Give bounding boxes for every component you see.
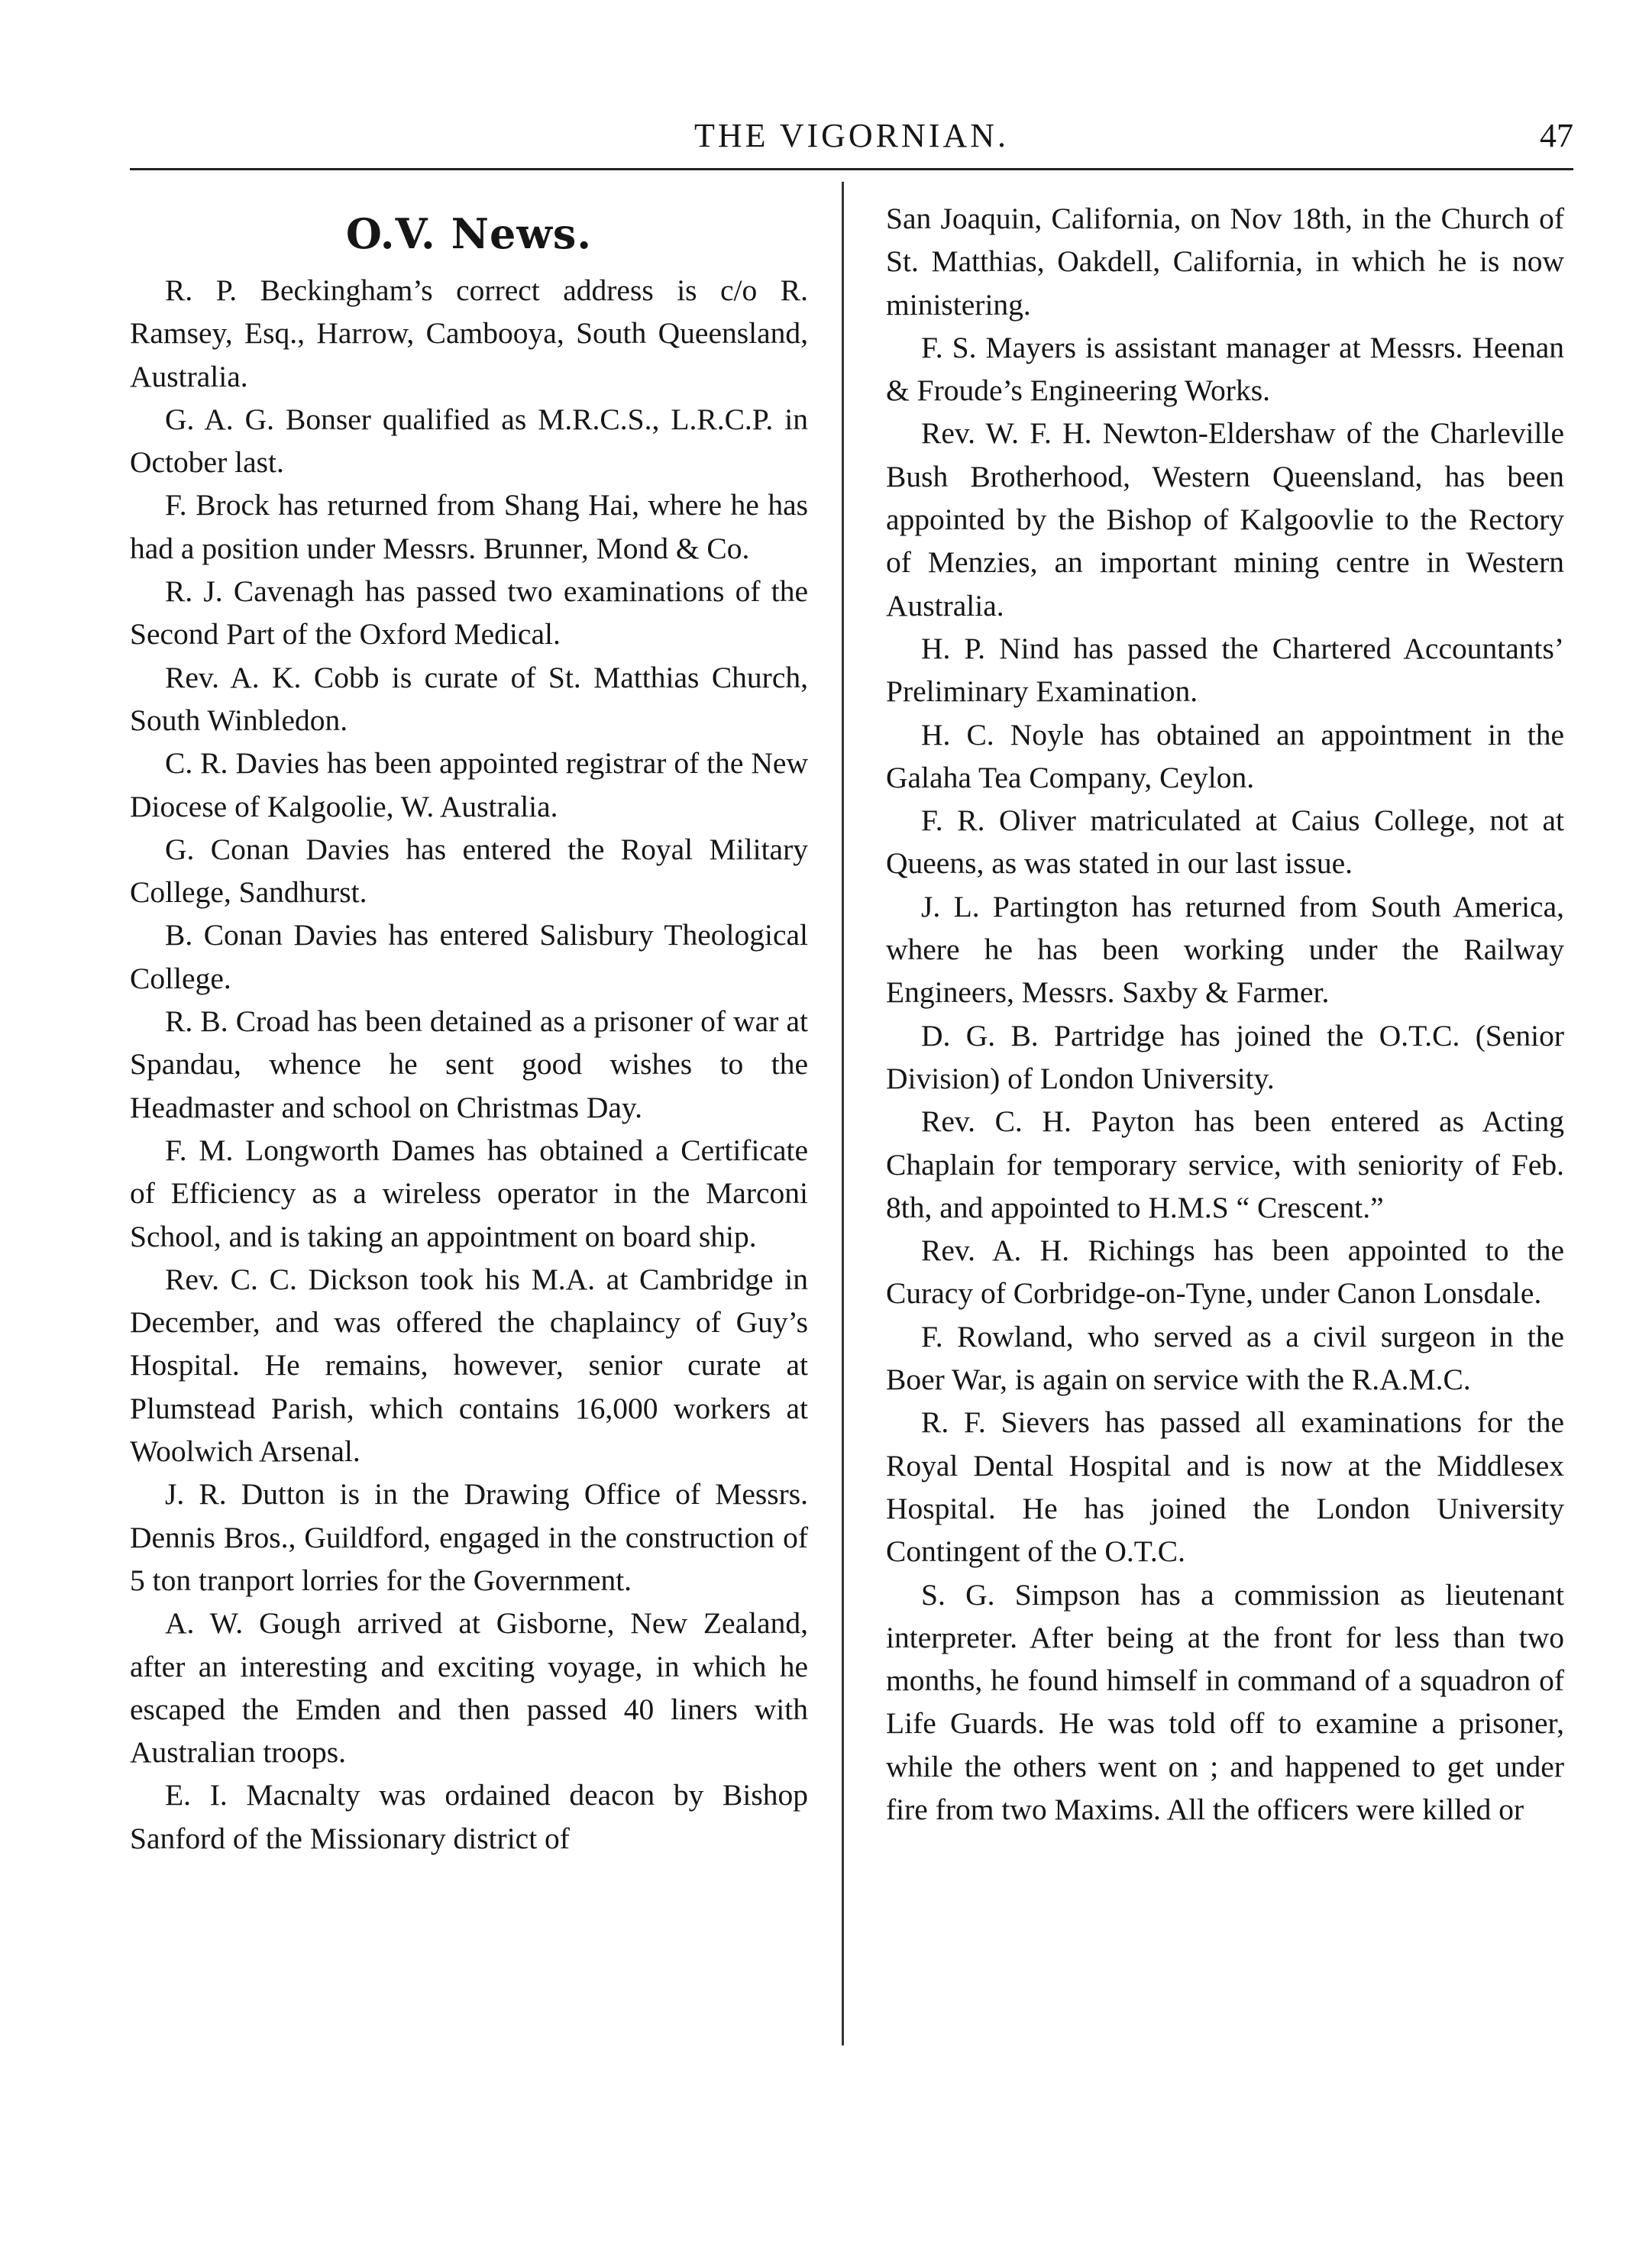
news-item: Rev. C. C. Dickson took his M.A. at Cambridge in December, and was offered the chaplaincy of Guy’s Hospital. He remains, however, senior curate at Plumstead Parish, which contains 16,000 workers at Woolwich Arsenal. — [130, 1262, 808, 1469]
news-item: F. S. Mayers is assistant manager at Messrs. Heenan & Froude’s Engineering Works. — [886, 330, 1564, 408]
news-item: Rev. A. K. Cobb is curate of St. Matthias Church, South Winbledon. — [130, 660, 808, 737]
news-item: H. C. Noyle has obtained an appointment in the Galaha Tea Company, Ceylon. — [886, 717, 1564, 794]
news-item: C. R. Davies has been appointed registrar of the New Diocese of Kalgoolie, W. Australia. — [130, 746, 808, 823]
news-item: E. I. Macnalty was ordained deacon by Bishop Sanford of the Missionary district of — [130, 1778, 808, 1855]
news-item: S. G. Simpson has a commission as lieutenant interpreter. After being at the front for less than two months, he found himself in command of a squadron of Life Guards. He was told off to examine a prisoner, while the others went on ; and happened to get under fire from two Maxims. All the officers were killed or — [886, 1577, 1564, 1826]
news-item: Rev. A. H. Richings has been appointed to the Curacy of Corbridge-on-Tyne, under Canon Lonsdale. — [886, 1234, 1564, 1311]
news-item: B. Conan Davies has entered Salisbury Theological College. — [130, 918, 808, 995]
running-title: THE VIGORNIAN. — [693, 117, 1010, 154]
news-item: Rev. C. H. Payton has been entered as Acting Chaplain for temporary service, with seniority of Feb. 8th, and appointed to H.M.S “ Crescent.” — [886, 1104, 1564, 1224]
right-column — [886, 197, 1564, 1831]
news-item: R. J. Cavenagh has passed two examinations of the Second Part of the Oxford Medical. — [130, 574, 808, 652]
column-divider — [842, 182, 844, 2045]
page-number: 47 — [1540, 117, 1573, 154]
news-item: J. R. Dutton is in the Drawing Office of Messrs. Dennis Bros., Guildford, engaged in the construction of 5 ton tranport lorries for the Government. — [130, 1477, 808, 1597]
header-rule — [130, 168, 1573, 170]
news-item: F. M. Longworth Dames has obtained a Certificate of Efficiency as a wireless operator in the Marconi School, and is taking an appointment on board ship. — [130, 1133, 808, 1253]
news-item: R. B. Croad has been detained as a prisoner of war at Spandau, whence he sent good wishes to the Headmaster and school on Christmas Day. — [130, 1004, 808, 1124]
left-column — [130, 200, 808, 1860]
page-header — [130, 115, 1573, 168]
news-item: R. P. Beckingham’s correct address is c/o R. Ramsey, Esq., Harrow, Cambooya, South Queensland, Australia. — [130, 273, 808, 393]
news-item: R. F. Sievers has passed all examinations for the Royal Dental Hospital and is now at the Middlesex Hospital. He has joined the London University Contingent of the O.T.C. — [886, 1405, 1564, 1569]
news-item-continuation: San Joaquin, California, on Nov 18th, in the Church of St. Matthias, Oakdell, California, in which he is now ministering. — [886, 202, 1564, 322]
news-item: H. P. Nind has passed the Chartered Accountants’ Preliminary Examination. — [886, 631, 1564, 709]
news-item: F. Brock has returned from Shang Hai, where he has had a position under Messrs. Brunner, Mond & Co. — [130, 488, 808, 565]
news-item: G. Conan Davies has entered the Royal Military College, Sandhurst. — [130, 832, 808, 910]
news-item: F. R. Oliver matriculated at Caius College, not at Queens, as was stated in our last issue. — [886, 804, 1564, 881]
news-item: Rev. W. F. H. Newton-Eldershaw of the Charleville Bush Brotherhood, Western Queensland, has been appointed by the Bishop of Kalgoovlie to the Rectory of Menzies, an important mining centre in Western Australia. — [886, 416, 1564, 622]
news-item: F. Rowland, who served as a civil surgeon in the Boer War, is again on service with the R.A.M.C. — [886, 1319, 1564, 1397]
news-item: J. L. Partington has returned from South America, where he has been working under the Railway Engineers, Messrs. Saxby & Farmer. — [886, 889, 1564, 1010]
news-item: D. G. B. Partridge has joined the O.T.C. (Senior Division) of London University. — [886, 1018, 1564, 1095]
section-title: O.V. News. — [345, 209, 593, 258]
news-item: G. A. G. Bonser qualified as M.R.C.S., L.R.C.P. in October last. — [130, 402, 808, 480]
news-item: A. W. Gough arrived at Gisborne, New Zealand, after an interesting and exciting voyage, in which he escaped the Emden and then passed 40 liners with Australian troops. — [130, 1606, 808, 1770]
